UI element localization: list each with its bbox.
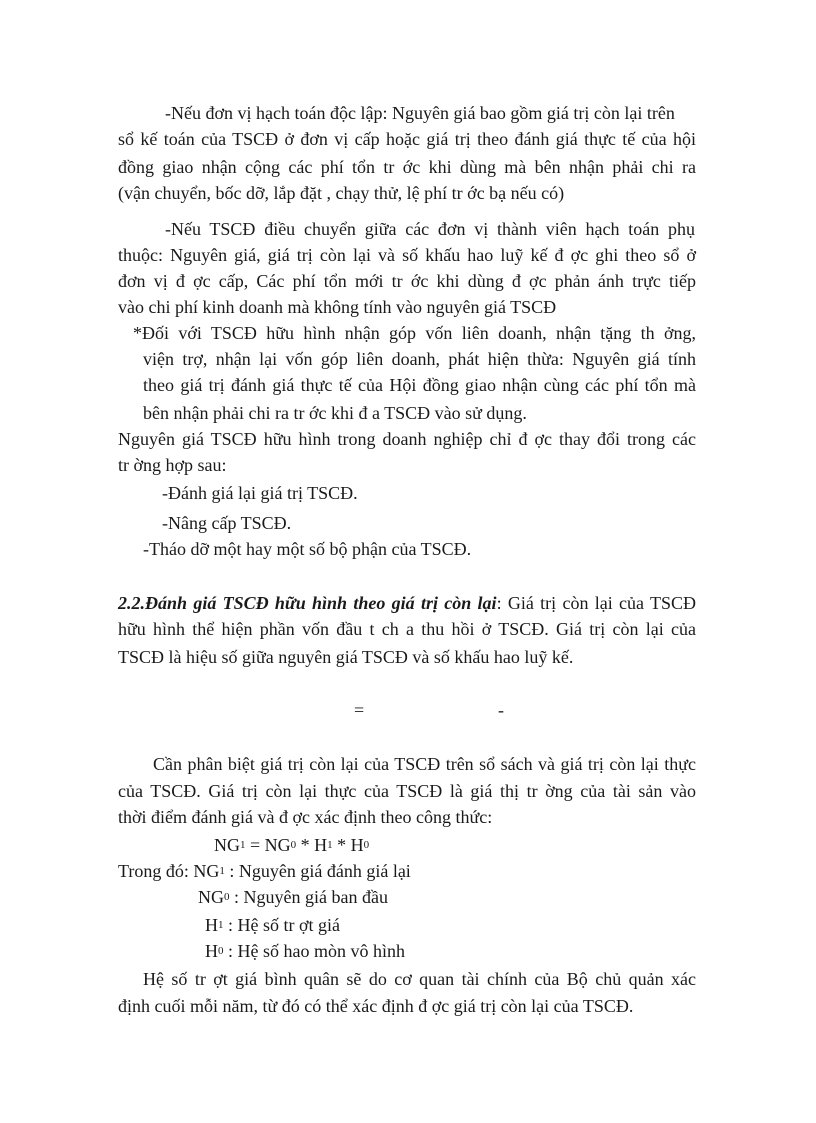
para5-line1: Cần phân biệt giá trị còn lại của TSCĐ trên sổ sách và giá trị còn lại thực bbox=[153, 754, 696, 774]
section-heading: 2.2.Đánh giá TSCĐ hữu hình theo giá trị còn lại bbox=[118, 593, 497, 613]
para5-line3: thời điểm đánh giá và đ ợc xác định theo công thức: bbox=[118, 807, 493, 827]
section-2-2-line3: TSCĐ là hiệu số giữa nguyên giá TSCĐ và số khấu hao luỹ kế. bbox=[118, 647, 574, 667]
formula-ng1 bbox=[214, 832, 369, 858]
para3-line2: viện trợ, nhận lại vốn góp liên doanh, phát hiện thừa: Nguyên giá tính bbox=[143, 349, 696, 369]
formula-eq: = NG bbox=[245, 835, 291, 855]
para1-line4: (vận chuyển, bốc dỡ, lắp đặt , chạy thử, lệ phí tr ớc bạ nếu có) bbox=[118, 183, 565, 203]
para5-line2: của TSCĐ. Giá trị còn lại thực của TSCĐ là giá thị tr ờng của tài sản vào bbox=[118, 781, 696, 801]
para3-line3: theo giá trị đánh giá thực tế của Hội đồng giao nhận cùng các phí tổn mà bbox=[143, 375, 696, 395]
formula-minus: - bbox=[498, 700, 504, 720]
para4-line2: tr ờng hợp sau: bbox=[118, 455, 227, 475]
definition-symbol: H bbox=[205, 941, 218, 961]
definition-text: : Nguyên giá đánh giá lại bbox=[224, 861, 411, 881]
para4-line1: Nguyên giá TSCĐ hữu hình trong doanh nghiệp chỉ đ ợc thay đổi trong các bbox=[118, 429, 696, 449]
definition-ng1 bbox=[118, 858, 411, 884]
para3-line1: *Đối với TSCĐ hữu hình nhận góp vốn liên doanh, nhận tặng th ởng, bbox=[133, 323, 696, 343]
formula-equals: = bbox=[354, 700, 365, 720]
definition-sub: 1 bbox=[219, 865, 225, 877]
case-item: -Nâng cấp TSCĐ. bbox=[162, 513, 292, 533]
para6-line2: định cuối mỗi năm, từ đó có thể xác định đ ợc giá trị còn lại của TSCĐ. bbox=[118, 996, 634, 1016]
case-item: -Tháo dỡ một hay một số bộ phận của TSCĐ. bbox=[143, 539, 472, 559]
para1-line1: -Nếu đơn vị hạch toán độc lập: Nguyên giá bao gồm giá trị còn lại trên bbox=[165, 103, 675, 123]
formula-h: * H bbox=[332, 835, 364, 855]
para2-line1: -Nếu TSCĐ điều chuyển giữa các đơn vị thành viên hạch toán phụ bbox=[165, 219, 695, 239]
definition-sub: 1 bbox=[218, 919, 224, 931]
definition-ng0 bbox=[198, 884, 388, 910]
para6-line1: Hệ số tr ợt giá bình quân sẽ do cơ quan tài chính của Bộ chủ quản xác bbox=[143, 969, 696, 989]
definition-sub: 0 bbox=[224, 891, 230, 903]
definition-h1 bbox=[205, 912, 340, 938]
para3-line4: bên nhận phải chi ra tr ớc khi đ a TSCĐ vào sử dụng. bbox=[143, 403, 527, 423]
formula-h: * H bbox=[296, 835, 328, 855]
section-2-2-line2: hữu hình thể hiện phần vốn đầu t ch a thu hồi ở TSCĐ. Giá trị còn lại của bbox=[118, 619, 696, 639]
section-2-2-line1-text: : Giá trị còn lại của TSCĐ bbox=[496, 593, 696, 613]
definition-h0 bbox=[205, 938, 405, 964]
para1-line3: đồng giao nhận cộng các phí tổn tr ớc khi dùng mà bên nhận phải chi ra bbox=[118, 157, 696, 177]
definition-text: : Hệ số tr ợt giá bbox=[223, 915, 340, 935]
para2-line2: thuộc: Nguyên giá, giá trị còn lại và số khấu hao luỹ kế đ ợc ghi theo sổ ở bbox=[118, 245, 696, 265]
para2-line3: đơn vị đ ợc cấp, Các phí tổn mới tr ớc khi dùng đ ợc phản ánh trực tiếp bbox=[118, 271, 696, 291]
definition-symbol: H bbox=[205, 915, 218, 935]
definition-text: : Hệ số hao mòn vô hình bbox=[223, 941, 405, 961]
case-item: -Đánh giá lại giá trị TSCĐ. bbox=[162, 483, 358, 503]
formula-sub: 0 bbox=[363, 839, 370, 851]
formula-sub: 1 bbox=[240, 839, 246, 851]
definition-intro: Trong đó: NG bbox=[118, 861, 220, 881]
definition-symbol: NG bbox=[198, 887, 224, 907]
formula-sub: 0 bbox=[290, 839, 297, 851]
para2-line4: vào chi phí kinh doanh mà không tính vào nguyên giá TSCĐ bbox=[118, 297, 557, 317]
section-2-2-line1 bbox=[118, 590, 696, 616]
para1-line2: sổ kế toán của TSCĐ ở đơn vị cấp hoặc giá trị theo đánh giá thực tế của hội bbox=[118, 129, 696, 149]
formula-sub: 1 bbox=[327, 839, 333, 851]
definition-sub: 0 bbox=[218, 945, 224, 957]
definition-text: : Nguyên giá ban đầu bbox=[229, 887, 388, 907]
formula-ng: NG bbox=[214, 835, 240, 855]
